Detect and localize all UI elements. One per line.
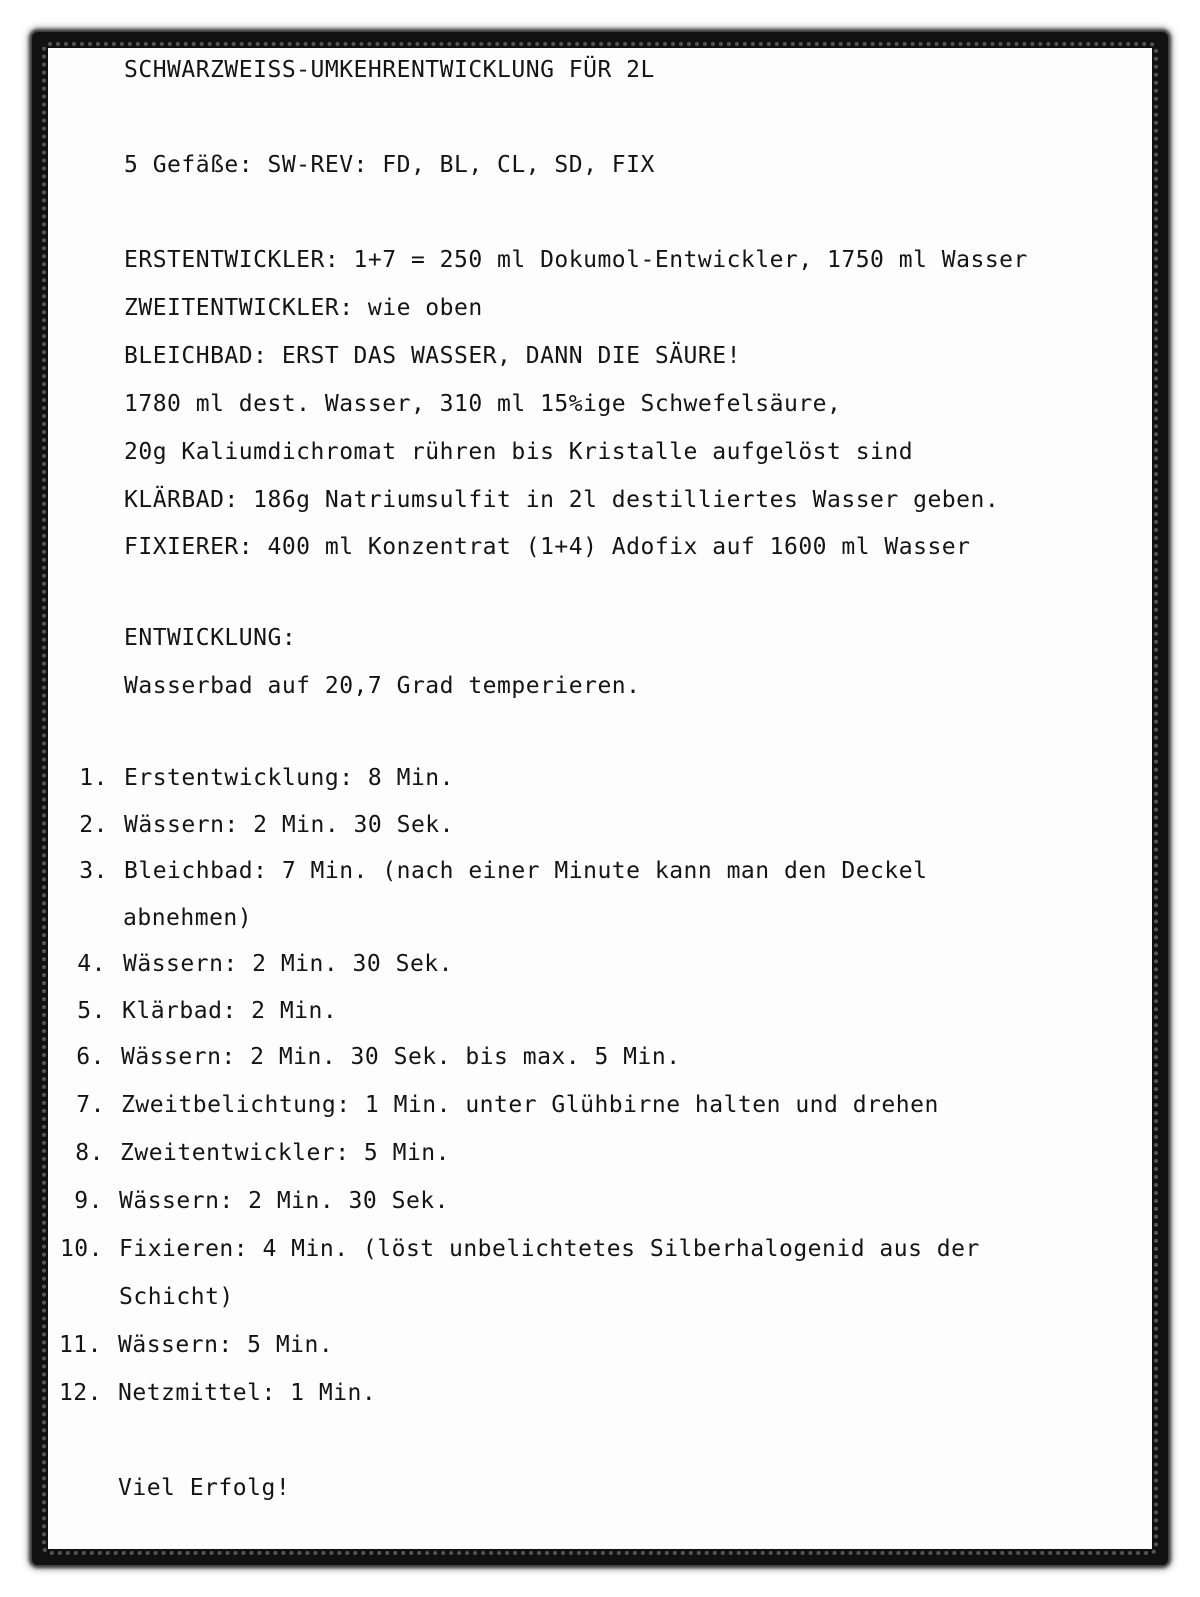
document-title: SCHWARZWEISS-UMKEHRENTWICKLUNG FÜR 2L bbox=[124, 57, 655, 83]
chemistry-line: FIXIERER: 400 ml Konzentrat (1+4) Adofix auf 1600 ml Wasser bbox=[124, 534, 971, 560]
step-text-continuation: abnehmen) bbox=[123, 905, 253, 931]
step-number: 10. bbox=[59, 1236, 103, 1262]
step-text: Wässern: 5 Min. bbox=[118, 1332, 334, 1358]
step-number: 5. bbox=[77, 998, 106, 1024]
step-number: 3. bbox=[79, 858, 108, 884]
step-number: 2. bbox=[79, 812, 108, 838]
step-text: Wässern: 2 Min. 30 Sek. bis max. 5 Min. bbox=[121, 1044, 681, 1070]
closing-line: Viel Erfolg! bbox=[118, 1475, 291, 1501]
chemistry-line: ZWEITENTWICKLER: wie oben bbox=[124, 295, 483, 321]
step-text: Zweitbelichtung: 1 Min. unter Glühbirne halten und drehen bbox=[121, 1092, 939, 1118]
step-number: 1. bbox=[79, 765, 108, 791]
chemistry-line: KLÄRBAD: 186g Natriumsulfit in 2l destilliertes Wasser geben. bbox=[124, 487, 1000, 513]
step-number: 6. bbox=[76, 1044, 105, 1070]
step-number: 9. bbox=[74, 1188, 103, 1214]
step-text: Bleichbad: 7 Min. (nach einer Minute kann man den Deckel bbox=[124, 858, 928, 884]
step-text: Netzmittel: 1 Min. bbox=[118, 1380, 377, 1406]
development-heading: ENTWICKLUNG: bbox=[124, 625, 297, 651]
step-text: Wässern: 2 Min. 30 Sek. bbox=[123, 951, 453, 977]
step-text: Fixieren: 4 Min. (löst unbelichtetes Silberhalogenid aus der bbox=[119, 1236, 980, 1262]
step-text-continuation: Schicht) bbox=[119, 1284, 234, 1310]
step-text: Wässern: 2 Min. 30 Sek. bbox=[119, 1188, 449, 1214]
step-number: 4. bbox=[77, 951, 106, 977]
chemistry-line: ERSTENTWICKLER: 1+7 = 250 ml Dokumol-Entwickler, 1750 ml Wasser bbox=[124, 247, 1028, 273]
chemistry-line: 1780 ml dest. Wasser, 310 ml 15%ige Schwefelsäure, bbox=[124, 391, 842, 417]
step-text: Wässern: 2 Min. 30 Sek. bbox=[124, 812, 454, 838]
step-number: 12. bbox=[58, 1380, 102, 1406]
step-number: 7. bbox=[76, 1092, 105, 1118]
vessels-line: 5 Gefäße: SW-REV: FD, BL, CL, SD, FIX bbox=[124, 152, 655, 178]
chemistry-line: BLEICHBAD: ERST DAS WASSER, DANN DIE SÄURE! bbox=[124, 343, 741, 369]
step-text: Klärbad: 2 Min. bbox=[122, 998, 338, 1024]
step-number: 11. bbox=[58, 1332, 102, 1358]
step-number: 8. bbox=[75, 1140, 104, 1166]
step-text: Zweitentwickler: 5 Min. bbox=[120, 1140, 450, 1166]
development-intro: Wasserbad auf 20,7 Grad temperieren. bbox=[124, 673, 641, 699]
step-text: Erstentwicklung: 8 Min. bbox=[124, 765, 454, 791]
chemistry-line: 20g Kaliumdichromat rühren bis Kristalle aufgelöst sind bbox=[124, 439, 914, 465]
